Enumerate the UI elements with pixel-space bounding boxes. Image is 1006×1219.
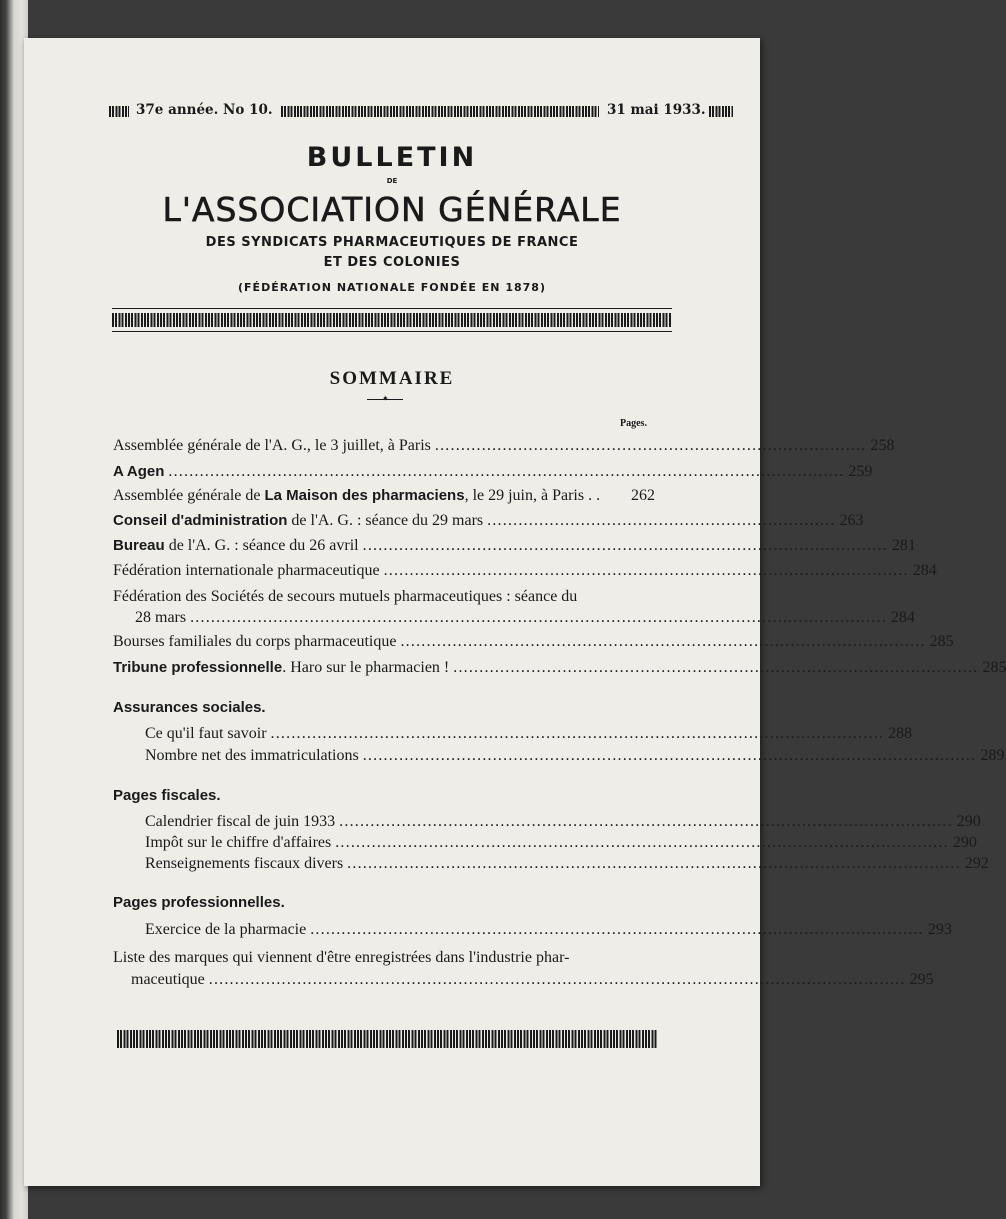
toc-entry-label-pre: Assemblée générale de (113, 487, 265, 504)
colonies-subtitle: ET DES COLONIES (323, 255, 461, 270)
toc-entry-label: Renseignements fiscaux divers (145, 855, 344, 872)
sommaire-title: SOMMAIRE (329, 368, 455, 389)
toc-leader: ..................................................................................................... (453, 659, 979, 676)
toc-entry-page: 289 (980, 747, 1005, 764)
section-title: Pages fiscales. (113, 787, 221, 804)
toc-entry-page: 290 (956, 813, 981, 830)
toc-entry[interactable] (113, 658, 1006, 678)
toc-leader: .................................................................................................................................. (168, 463, 845, 480)
toc-entry-label (113, 486, 600, 506)
rule-thin-top (112, 308, 672, 309)
toc-entry-page: 285 (982, 659, 1006, 676)
toc-entry-page: 295 (909, 971, 934, 988)
toc-entry-line1 (113, 587, 655, 607)
toc-leader: ...................................................................................................................... (347, 855, 961, 872)
toc-entry-label: Calendrier fiscal de juin 1933 (145, 813, 336, 830)
toc-entry[interactable] (113, 632, 954, 652)
toc-entry-label-bold: Conseil d'administration (113, 512, 288, 529)
document-page (24, 38, 1006, 1186)
toc-entry-label: Assemblée générale de l'A. G., le 3 juillet, à Paris (113, 437, 431, 454)
toc-leader: ...................................................................................................................... (339, 813, 953, 830)
toc-leader: ...................................................................................................................... (310, 921, 924, 938)
toc-entry[interactable] (113, 511, 864, 531)
toc-leader: ...................................................................................................................... (362, 747, 977, 764)
association-title: L'ASSOCIATION GÉNÉRALE (162, 190, 622, 229)
toc-entry-page: 290 (952, 834, 977, 851)
toc-entry[interactable] (131, 970, 934, 990)
toc-entry-page: 262 (631, 487, 655, 504)
toc-leader: ................................................................... (487, 512, 836, 529)
toc-entry[interactable] (145, 920, 952, 940)
issue-number: 37e année. No 10. (136, 102, 273, 118)
toc-entry-page: 284 (890, 609, 915, 626)
toc-entry-page: 285 (929, 633, 954, 650)
toc-entry-page: 284 (912, 562, 937, 579)
pages-column-label: Pages. (620, 418, 647, 429)
federation-subtitle: (FÉDÉRATION NATIONALE FONDÉE EN 1878) (238, 281, 546, 294)
issue-date: 31 mai 1933. (607, 102, 706, 118)
toc-entry-page: 281 (891, 537, 916, 554)
toc-entry[interactable] (145, 724, 913, 744)
toc-entry-label: A Agen (113, 463, 165, 480)
rule-thin-bottom (112, 331, 672, 332)
toc-entry-label-bold: Bureau (113, 537, 165, 554)
title-de: DE (386, 177, 398, 185)
toc-entry[interactable] (113, 536, 916, 556)
header-rule-middle (281, 106, 599, 117)
ornament-icon: ✦ (382, 394, 389, 403)
toc-entry-page: 263 (839, 512, 864, 529)
toc-leader: ..................................................................................................... (400, 633, 926, 650)
toc-entry-label-post: , le 29 juin, à Paris . . (464, 487, 601, 504)
toc-leader: ...................................................................................................................................... (208, 971, 906, 988)
toc-leader: ...................................................................................................................... (270, 725, 885, 742)
toc-entry-page: 293 (927, 921, 952, 938)
toc-entry-page: 258 (870, 437, 895, 454)
toc-entry-label-post: . Haro sur le pharmacien ! (282, 659, 450, 676)
toc-entry-line1 (113, 948, 655, 968)
toc-entry-label: Nombre net des immatriculations (145, 747, 359, 764)
toc-entry[interactable] (145, 812, 981, 832)
toc-entry-label (113, 658, 449, 678)
section-title: Assurances sociales. (113, 699, 266, 716)
toc-entry-label-bold: La Maison des pharmaciens (264, 487, 465, 504)
toc-entry-label-post: de l'A. G. : séance du 29 mars (287, 512, 484, 529)
toc-entry[interactable] (135, 608, 915, 628)
toc-entry[interactable] (145, 833, 977, 853)
toc-entry-label: Bourses familiales du corps pharmaceutique (113, 633, 397, 650)
toc-entry[interactable] (113, 436, 895, 456)
bulletin-title: BULLETIN (306, 142, 478, 173)
toc-entry-page: 292 (964, 855, 989, 872)
toc-leader: ................................................................................... (434, 437, 867, 454)
toc-entry-label: Fédération des Sociétés de secours mutuels pharmaceutiques : séance du (113, 588, 578, 605)
toc-entry-page: 259 (848, 463, 873, 480)
toc-entry[interactable] (113, 561, 937, 581)
header-rule-right (709, 106, 733, 117)
toc-entry-label: Impôt sur le chiffre d'affaires (145, 834, 332, 851)
toc-entry-label-post: de l'A. G. : séance du 26 avril (164, 537, 359, 554)
toc-entry-label: Fédération internationale pharmaceutique (113, 562, 380, 579)
toc-entry-label (113, 536, 359, 556)
toc-leader: ...................................................................................................................................... (190, 609, 887, 626)
section-title: Pages professionnelles. (113, 894, 285, 911)
toc-entry-label-bold: Tribune professionnelle (113, 659, 283, 676)
toc-entry[interactable] (113, 486, 655, 506)
toc-entry[interactable] (145, 746, 1005, 766)
toc-leader: ..................................................................................................... (383, 562, 909, 579)
decorative-rule-bottom (117, 1030, 657, 1048)
header-rule-left (109, 106, 129, 117)
toc-entry-label: Exercice de la pharmacie (145, 921, 307, 938)
toc-entry-label: 28 mars (135, 609, 187, 626)
syndicats-subtitle: DES SYNDICATS PHARMACEUTIQUES DE FRANCE (205, 235, 579, 250)
toc-entry-label: maceutique (131, 971, 205, 988)
toc-entry-page: 288 (888, 725, 913, 742)
toc-entry-label: Liste des marques qui viennent d'être enregistrées dans l'industrie phar- (113, 949, 570, 966)
toc-entry[interactable] (113, 462, 873, 482)
toc-leader: ...................................................................................................................... (335, 834, 949, 851)
toc-entry-label: Ce qu'il faut savoir (145, 725, 267, 742)
toc-entry-label (113, 511, 483, 531)
decorative-rule (112, 313, 672, 327)
issue-header (109, 102, 706, 122)
toc-entry[interactable] (145, 854, 989, 874)
toc-leader: ..................................................................................................... (362, 537, 888, 554)
